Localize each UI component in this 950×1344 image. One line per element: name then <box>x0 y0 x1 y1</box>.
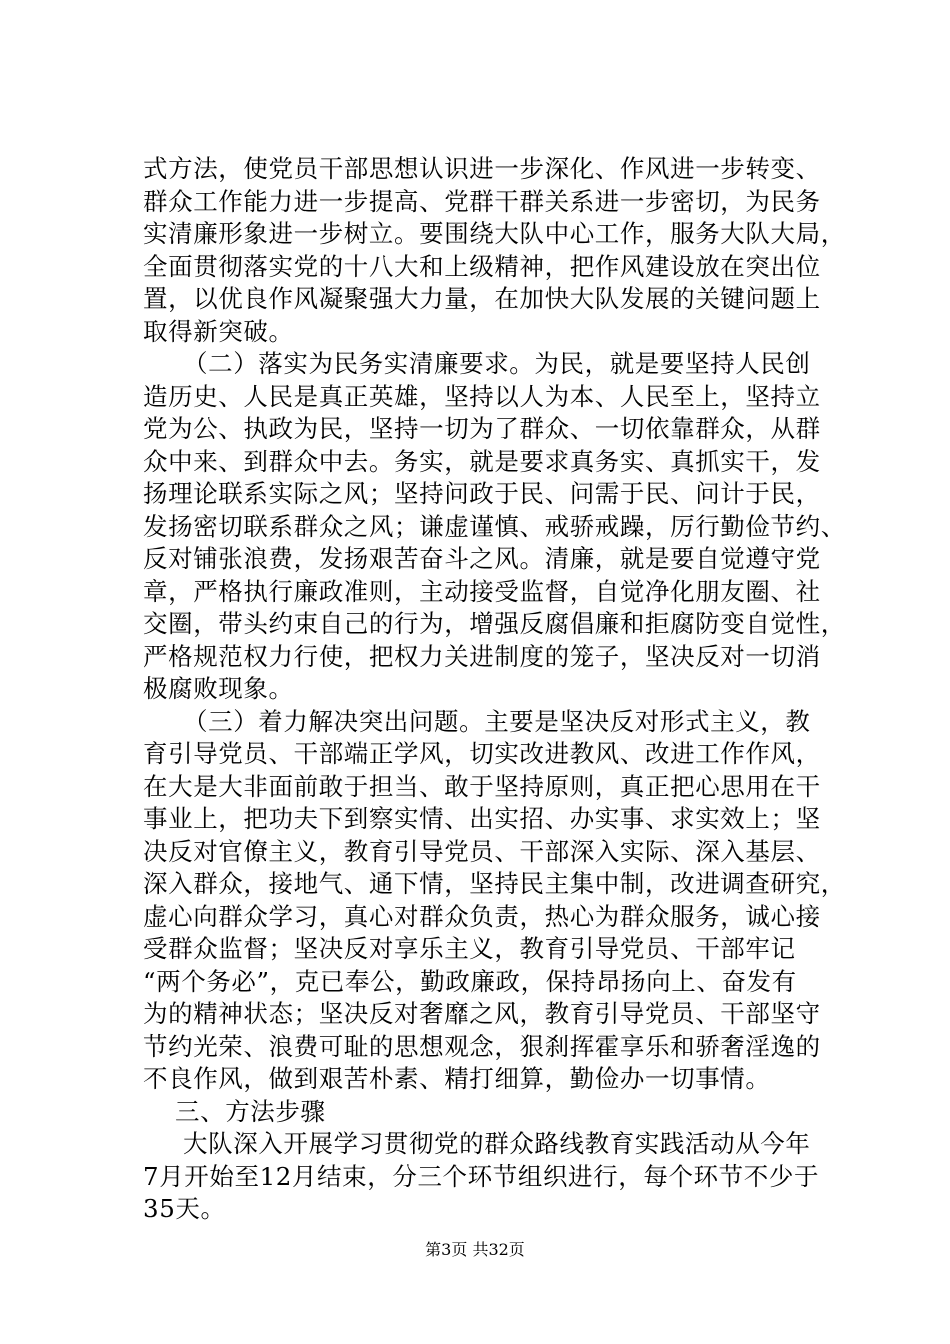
text-line: 极腐败现象。 <box>143 674 294 703</box>
text-line: 大队深入开展学习贯彻党的群众路线教育实践活动从今年 <box>183 1129 811 1158</box>
text-line: 决反对官僚主义，教育引导党员、干部深入实际、深入基层、 <box>143 836 821 866</box>
section-heading: 三、方法步骤 <box>175 1096 326 1126</box>
document-body <box>143 153 846 1226</box>
text-line: 35天。 <box>143 1194 226 1223</box>
text-line: “两个务必”，克已奉公，勤政廉政，保持昂扬向上、奋发有 <box>143 966 797 996</box>
text-line: 7月开始至12月结束，分三个环节组织进行，每个环节不少于 <box>143 1161 820 1191</box>
text-line: 党为公、执政为民，坚持一切为了群众、一切依靠群众，从群 <box>143 414 821 443</box>
text-line: 深入群众，接地气、通下情，坚持民主集中制，改进调查研究， <box>143 869 846 898</box>
text-line: 育引导党员、干部端正学风，切实改进教风、改进工作作风， <box>143 739 821 768</box>
text-line: 扬理论联系实际之风；坚持问政于民、问需于民、问计于民， <box>143 479 821 508</box>
text-line: 取得新突破。 <box>143 316 294 346</box>
text-line: 反对铺张浪费，发扬艰苦奋斗之风。清廉，就是要自觉遵守党 <box>143 544 821 573</box>
text-line: 全面贯彻落实党的十八大和上级精神，把作风建设放在突出位 <box>143 251 821 281</box>
text-line: 交圈，带头约束自己的行为，增强反腐倡廉和拒腐防变自觉性， <box>143 609 846 638</box>
paragraph-heading: （二）落实为民务实清廉要求。为民，就是要坚持人民创 <box>183 349 811 378</box>
page-number-label: 第3页 共32页 <box>425 1240 525 1259</box>
page-footer <box>0 1240 950 1260</box>
paragraph-heading: （三）着力解决突出问题。主要是坚决反对形式主义，教 <box>183 706 811 736</box>
text-line: 受群众监督；坚决反对享乐主义，教育引导党员、干部牢记 <box>143 934 796 963</box>
text-line: 为的精神状态；坚决反对奢靡之风，教育引导党员、干部坚守 <box>143 999 821 1028</box>
text-line: 众中来、到群众中去。务实，就是要求真务实、真抓实干，发 <box>143 446 821 476</box>
text-line: 在大是大非面前敢于担当、敢于坚持原则，真正把心思用在干 <box>143 771 821 801</box>
text-line: 事业上，把功夫下到察实情、出实招、办实事、求实效上；坚 <box>143 804 821 833</box>
text-line: 节约光荣、浪费可耻的思想观念，狠刹挥霍享乐和骄奢淫逸的 <box>143 1031 821 1061</box>
text-line: 造历史、人民是真正英雄，坚持以人为本、人民至上，坚持立 <box>143 381 821 411</box>
text-line: 不良作风，做到艰苦朴素、精打细算，勤俭办一切事情。 <box>143 1064 771 1093</box>
text-line: 发扬密切联系群众之风；谦虚谨慎、戒骄戒躁，厉行勤俭节约、 <box>143 511 846 541</box>
text-line: 实清廉形象进一步树立。要围绕大队中心工作，服务大队大局， <box>143 219 846 248</box>
text-line: 式方法，使党员干部思想认识进一步深化、作风进一步转变、 <box>143 154 821 183</box>
text-line: 置，以优良作风凝聚强大力量，在加快大队发展的关键问题上 <box>143 284 821 313</box>
text-line: 章，严格执行廉政准则，主动接受监督，自觉净化朋友圈、社 <box>143 576 821 606</box>
text-line: 虚心向群众学习，真心对群众负责，热心为群众服务，诚心接 <box>143 901 821 931</box>
text-line: 群众工作能力进一步提高、党群干群关系进一步密切，为民务 <box>143 186 821 216</box>
text-line: 严格规范权力行使，把权力关进制度的笼子，坚决反对一切消 <box>143 641 821 671</box>
